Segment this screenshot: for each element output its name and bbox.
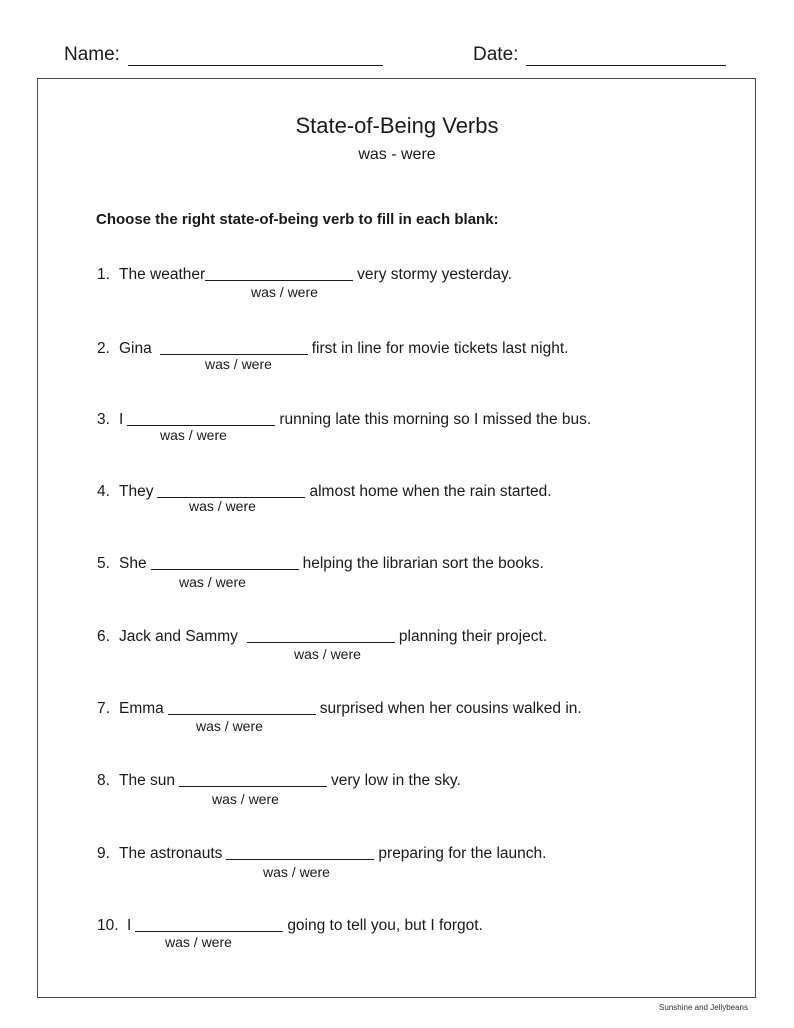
answer-blank[interactable]	[226, 846, 374, 860]
question-1	[97, 266, 512, 284]
question-number: 5.	[97, 555, 110, 572]
page-title: State-of-Being Verbs	[295, 113, 499, 138]
question-text-before: The sun	[119, 772, 176, 789]
hint-8: was / were	[212, 791, 279, 807]
question-text-before: I	[127, 917, 132, 934]
answer-blank[interactable]	[127, 412, 275, 426]
question-9	[97, 845, 546, 863]
question-number: 2.	[97, 340, 110, 357]
question-number: 6.	[97, 628, 110, 645]
date-label: Date:	[473, 44, 519, 65]
hint-7: was / were	[196, 718, 263, 734]
question-number: 7.	[97, 700, 110, 717]
question-6	[97, 628, 547, 646]
question-text-before: The weather	[119, 266, 206, 283]
question-text-after: preparing for the launch.	[378, 845, 547, 862]
answer-blank[interactable]	[205, 267, 353, 281]
answer-blank[interactable]	[135, 918, 283, 932]
hint-9: was / were	[263, 864, 330, 880]
question-text-after: almost home when the rain started.	[309, 483, 552, 500]
question-text-after: helping the librarian sort the books.	[302, 555, 544, 572]
question-text-after: planning their project.	[398, 628, 548, 645]
question-5	[97, 555, 544, 573]
date-field[interactable]	[473, 44, 726, 66]
question-text-after: very low in the sky.	[331, 772, 461, 789]
question-text-after: going to tell you, but I forgot.	[287, 917, 483, 934]
name-field[interactable]	[64, 44, 383, 66]
question-7	[97, 700, 582, 718]
question-number: 1.	[97, 266, 110, 283]
hint-3: was / were	[160, 427, 227, 443]
question-text-before: She	[119, 555, 147, 572]
answer-blank[interactable]	[168, 701, 316, 715]
hint-2: was / were	[205, 356, 272, 372]
question-text-after: very stormy yesterday.	[357, 266, 512, 283]
hint-4: was / were	[189, 498, 256, 514]
question-text-after: first in line for movie tickets last night.	[311, 340, 569, 357]
name-label: Name:	[64, 44, 120, 65]
answer-blank[interactable]	[157, 484, 305, 498]
question-number: 10.	[97, 917, 119, 934]
answer-blank[interactable]	[179, 773, 327, 787]
hint-1: was / were	[251, 284, 318, 300]
question-text-before: Jack and Sammy	[119, 628, 238, 645]
answer-blank[interactable]	[160, 341, 308, 355]
question-text-after: surprised when her cousins walked in.	[319, 700, 582, 717]
question-2	[97, 340, 568, 358]
question-8	[97, 772, 461, 790]
answer-blank[interactable]	[151, 556, 299, 570]
hint-6: was / were	[294, 646, 361, 662]
question-text-before: The astronauts	[119, 845, 223, 862]
question-text-before: Emma	[119, 700, 164, 717]
question-text-after: running late this morning so I missed the bus.	[279, 411, 592, 428]
question-text-before: They	[119, 483, 154, 500]
question-number: 9.	[97, 845, 110, 862]
hint-10: was / were	[165, 934, 232, 950]
footer-credit: Sunshine and Jellybeans	[659, 1003, 748, 1012]
date-input-line[interactable]	[526, 46, 726, 66]
hint-5: was / were	[179, 574, 246, 590]
question-text-before: Gina	[119, 340, 152, 357]
question-number: 3.	[97, 411, 110, 428]
question-text-before: I	[119, 411, 124, 428]
question-4	[97, 483, 552, 501]
name-input-line[interactable]	[128, 46, 383, 66]
question-number: 4.	[97, 483, 110, 500]
answer-blank[interactable]	[247, 629, 395, 643]
question-10	[97, 917, 483, 935]
page-subtitle: was - were	[358, 146, 436, 163]
question-number: 8.	[97, 772, 110, 789]
instructions: Choose the right state-of-being verb to fill in each blank:	[96, 211, 499, 228]
